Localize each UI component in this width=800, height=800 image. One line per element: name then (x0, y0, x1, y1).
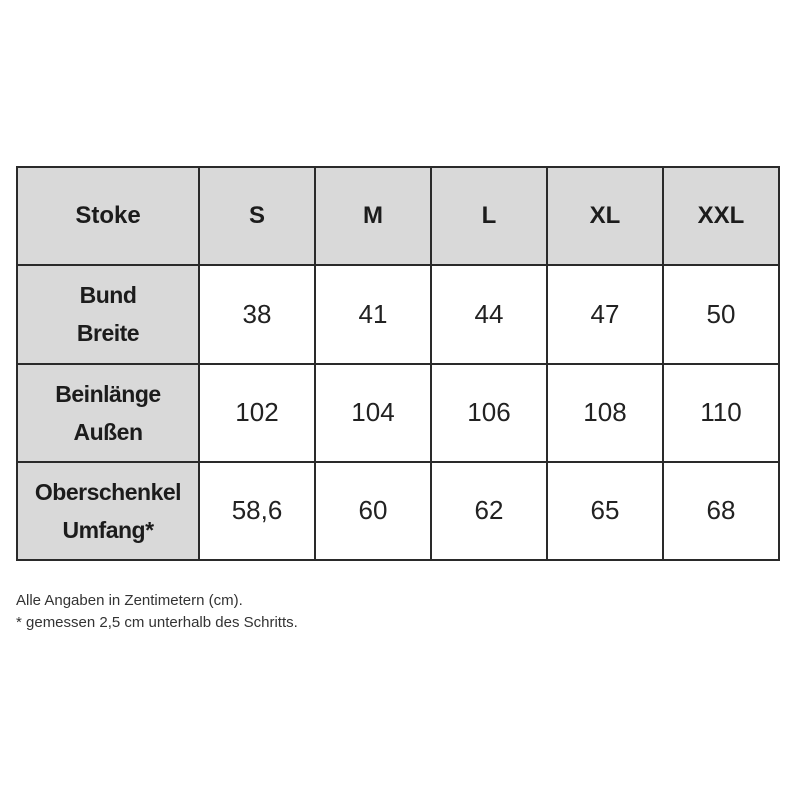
table-cell: 106 (431, 364, 547, 462)
row-header-line: Bund (79, 282, 137, 309)
table-cell: 65 (547, 462, 663, 560)
table-cell: 108 (547, 364, 663, 462)
table-cell: 60 (315, 462, 431, 560)
row-header-thigh-circumference (17, 462, 199, 560)
row-header-line: Breite (76, 320, 140, 347)
size-header-m: M (315, 167, 431, 265)
table-cell: 110 (663, 364, 779, 462)
row-header-line: Beinlänge (55, 380, 161, 407)
table-cell: 104 (315, 364, 431, 462)
footnotes (16, 590, 298, 634)
row-header-waist-width (17, 265, 199, 363)
size-header-s: S (199, 167, 315, 265)
row-header-outer-leg-length (17, 364, 199, 462)
measurement-note: * gemessen 2,5 cm unterhalb des Schritts. (16, 614, 298, 631)
table-cell: 58,6 (199, 462, 315, 560)
table-cell: 50 (663, 265, 779, 363)
units-note: Alle Angaben in Zentimetern (cm). (16, 592, 243, 609)
size-chart-table (16, 166, 780, 561)
table-cell: 41 (315, 265, 431, 363)
size-header-xl: XL (547, 167, 663, 265)
table-cell: 62 (431, 462, 547, 560)
table-cell: 47 (547, 265, 663, 363)
table-cell: 102 (199, 364, 315, 462)
size-header-l: L (431, 167, 547, 265)
row-header-line: Oberschenkel (34, 478, 182, 505)
header-row (17, 167, 779, 265)
row-header-line: Außen (73, 418, 143, 445)
row-header-line: Umfang* (62, 516, 154, 543)
table-cell: 38 (199, 265, 315, 363)
size-header-xxl: XXL (663, 167, 779, 265)
table-row-outer-leg-length (17, 364, 779, 462)
table-row-waist-width (17, 265, 779, 363)
corner-label: Stoke (17, 167, 199, 265)
table-cell: 68 (663, 462, 779, 560)
table-row-thigh-circumference (17, 462, 779, 560)
table-cell: 44 (431, 265, 547, 363)
